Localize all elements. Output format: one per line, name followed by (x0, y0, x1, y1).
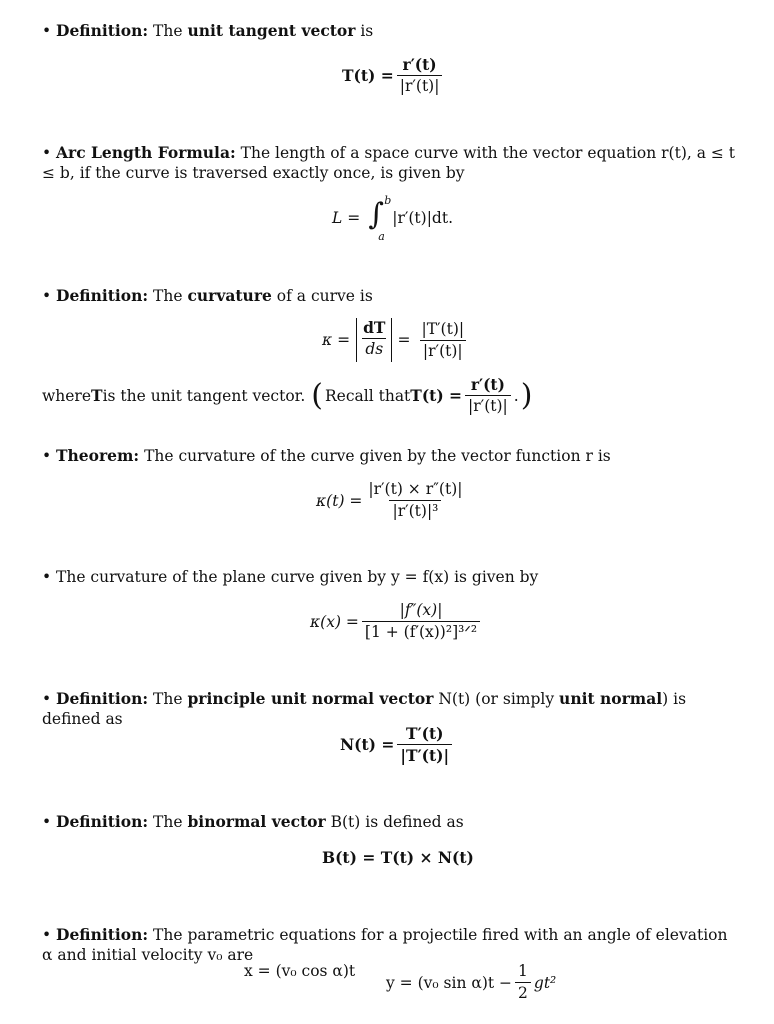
unit-tangent-equation: T(t) = $\frac{r'(t)}{|r'(t)|}$ (342, 55, 445, 96)
binormal-definition: • Definition: The binormal vector B(t) is defined as (42, 812, 464, 831)
arc-length-equation: L = ∫ b a |r′(t)|dt. (332, 194, 453, 243)
projectile-definition: • Definition: The parametric equations for a projectile fired with an angle of elevation α and initial velocity v₀ are (42, 925, 728, 964)
plane-curve-curvature-equation: κ(x) = $\frac{|f''(x)|}{\text{[1 + (f′(x))²]³ᐟ²}}$ (310, 601, 483, 642)
curvature-theorem: • Theorem: The curvature of the curve given by the vector function r is (42, 446, 611, 465)
unit-normal-definition: • Definition: The principle unit normal vector N(t) (or simply unit normal) is defined as (42, 689, 687, 728)
binormal-equation: B(t) = T(t) × N(t) (322, 848, 474, 867)
projectile-x-equation: x = (v₀ cos α)t (244, 962, 356, 980)
unit-tangent-recall: where T is the unit tangent vector. ( Recall that T(t) = $\frac{r'(t)}{|r'(t)|}$ . ) (42, 375, 533, 415)
unit-tangent-definition: • Definition: The unit tangent vector is (42, 21, 374, 40)
curvature-equation: κ = $\frac{dT}{ds}$ = $\frac{|T'(t)|}{|r'(t)|}$ (322, 318, 470, 362)
integral-sign: ∫ (368, 197, 384, 232)
plane-curve-curvature: • The curvature of the plane curve given by y = f(x) is given by (42, 568, 539, 586)
curvature-theorem-equation: κ(t) = $\frac{|r'(t) \times r''(t)|}{\text{|r′(t)|³}}$ (316, 480, 463, 520)
fraction: $\frac{r'(t)}{|r'(t)|}$ (397, 55, 443, 96)
arc-length-formula: • Arc Length Formula: The length of a space curve with the vector equation r(t), a ≤ t ≤ b, if the curve is traversed exactly once, is given by (42, 143, 736, 182)
projectile-y-equation: y = (v₀ sin α)t − $\frac{1}{2}$ gt² (386, 962, 557, 1002)
unit-normal-equation: N(t) = $\frac{T'(t)}{|T'(t)|}$ (340, 724, 455, 765)
curvature-definition: • Definition: The curvature of a curve is (42, 286, 373, 305)
